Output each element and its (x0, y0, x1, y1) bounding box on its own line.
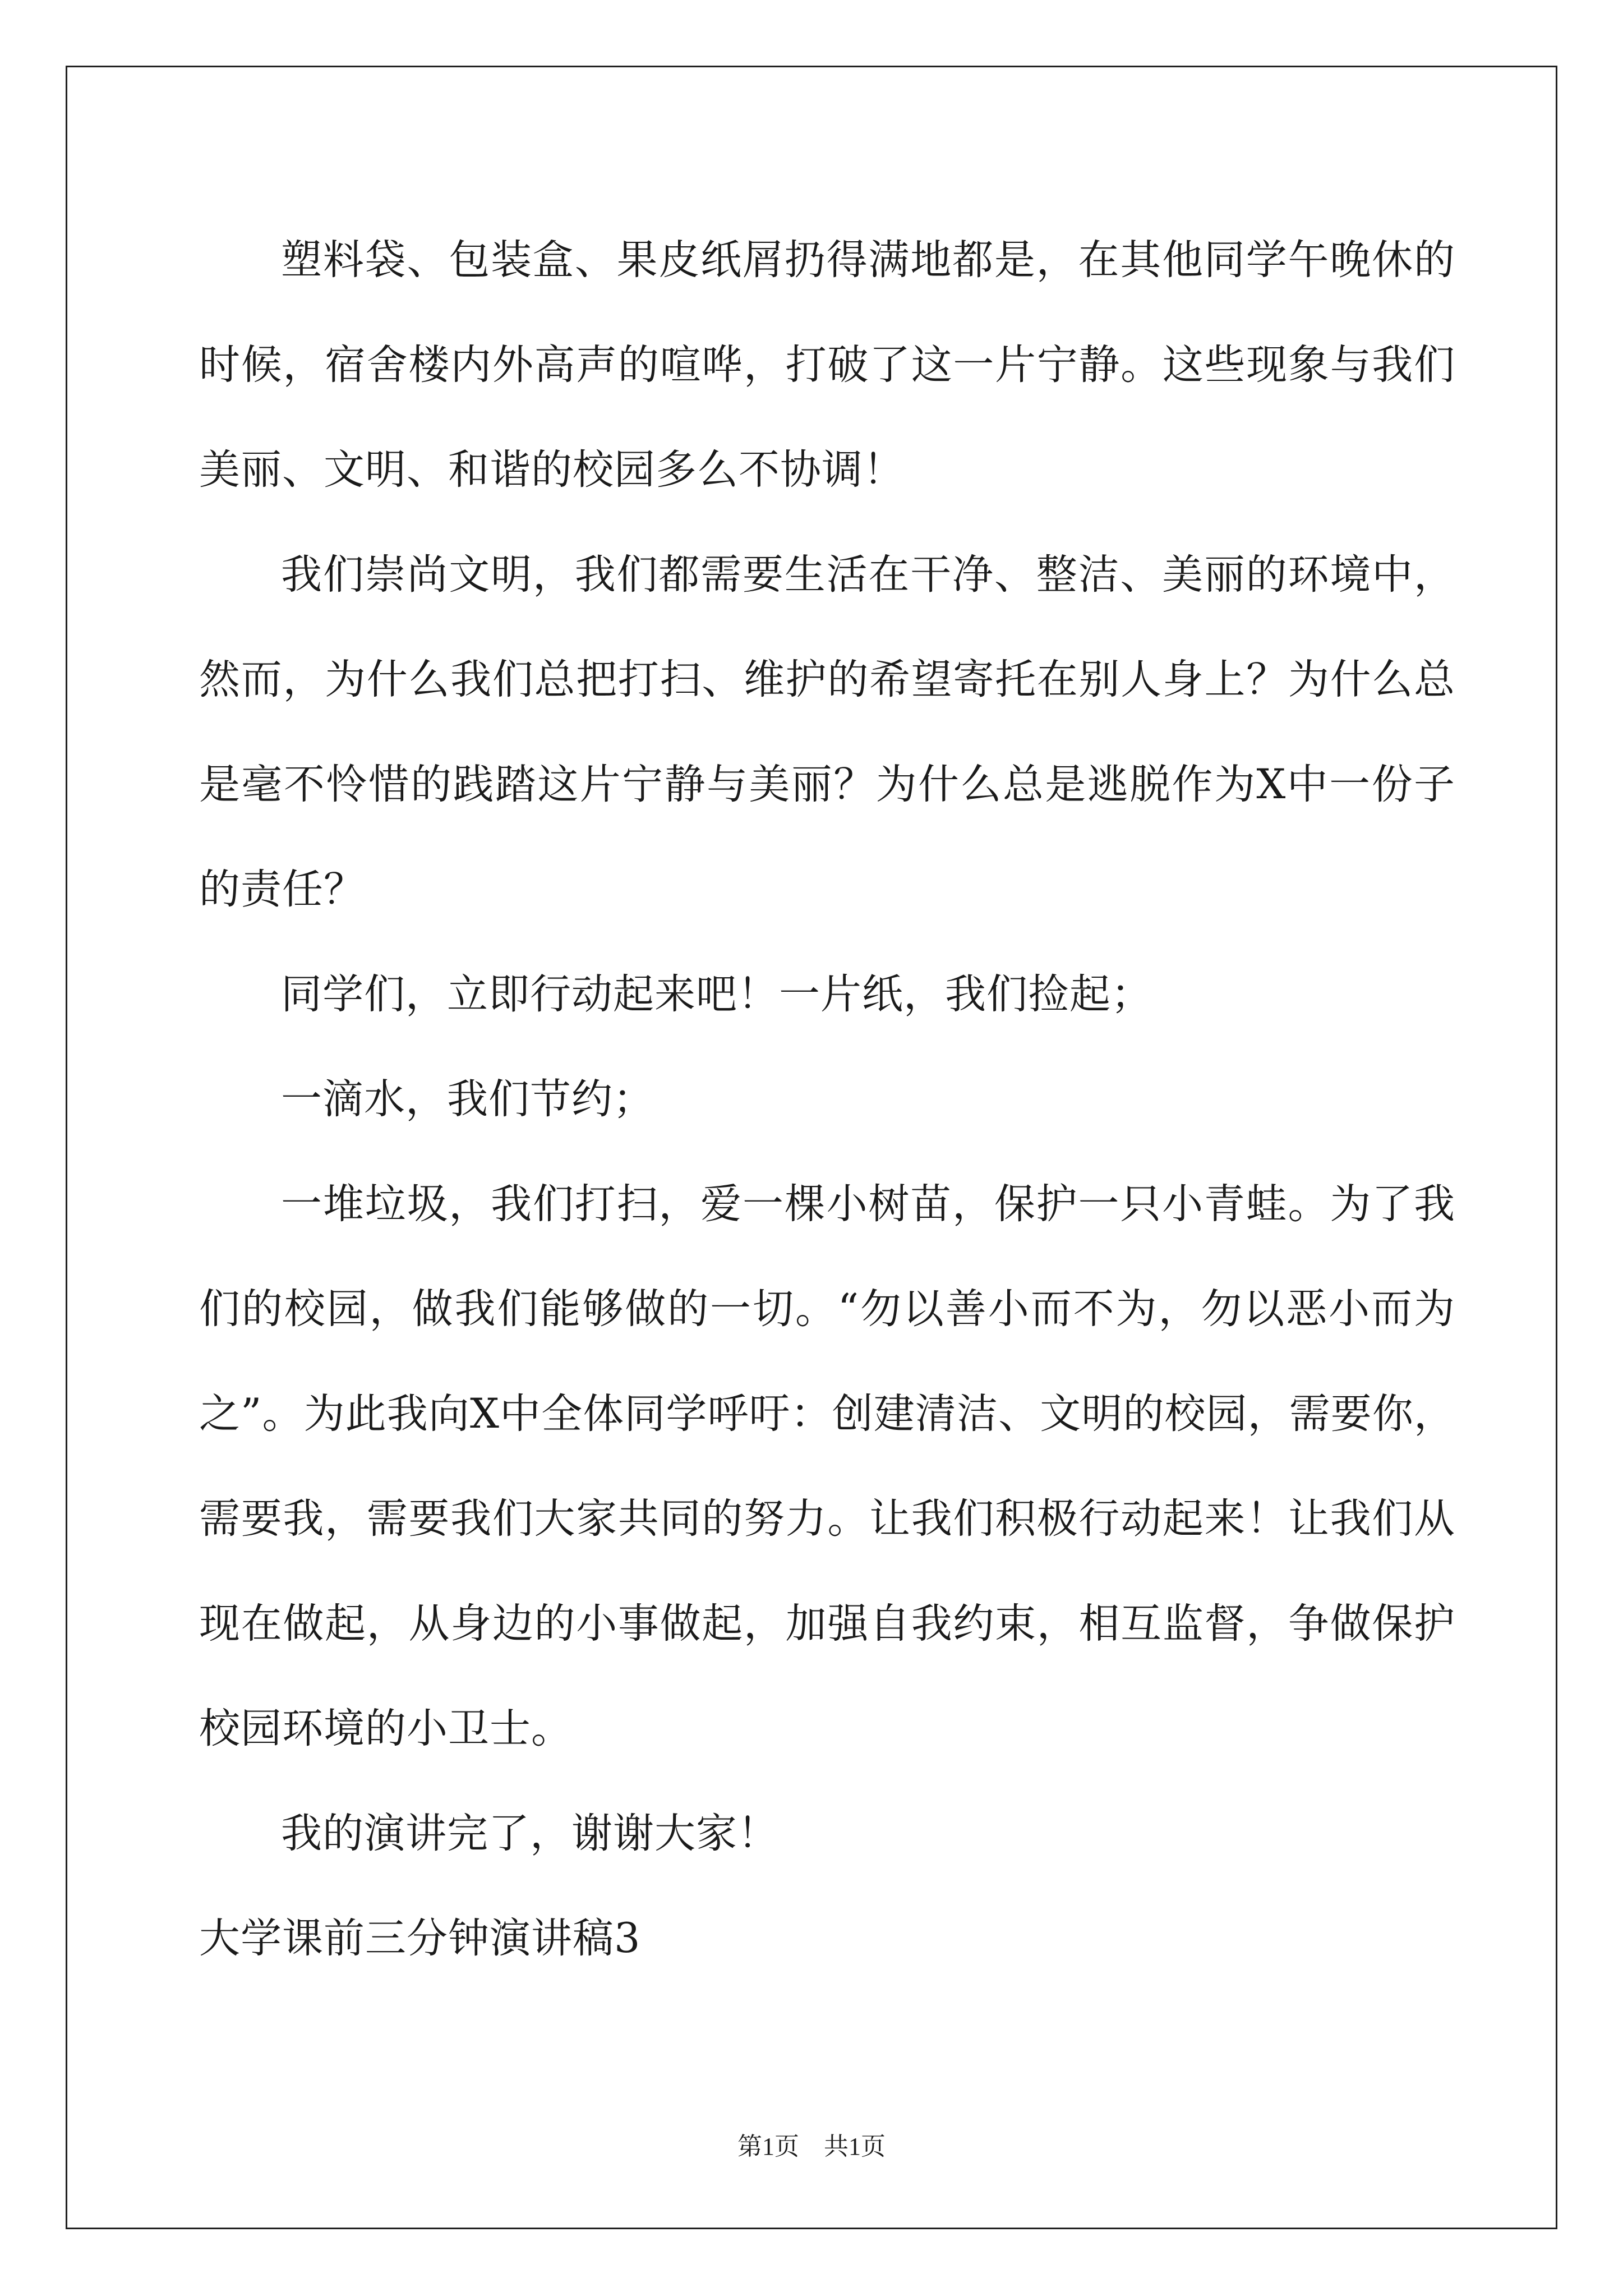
paragraph-2: 我们崇尚文明，我们都需要生活在干净、整洁、美丽的环境中，然而，为什么我们总把打扫、维护的希望寄托在别人身上？为什么总是毫不怜惜的践踏这片宁静与美丽？为什么总是逃脱作为X中一份子的责任？ (199, 551, 1455, 913)
paragraph-4: 一滴水，我们节约； (281, 1075, 654, 1123)
paragraph-5: 一堆垃圾，我们打扫，爱一棵小树苗，保护一只小青蛙。为了我们的校园，做我们能够做的一切。“勿以善小而不为，勿以恶小而为之”。为此我向X中全体同学呼吁：创建清洁、文明的校园，需要你，需要我，需要我们大家共同的努力。让我们积极行动起来！让我们从现在做起，从身边的小事做起，加强自我约束，相互监督，争做保护校园环境的小卫士。 (199, 1180, 1455, 1752)
paragraph-3: 同学们，立即行动起来吧！一片纸，我们捡起； (281, 970, 1152, 1018)
paragraph-1: 塑料袋、包装盒、果皮纸屑扔得满地都是，在其他同学午晚休的时候，宿舍楼内外高声的喧哗，打破了这一片宁静。这些现象与我们美丽、文明、和谐的校园多么不协调！ (199, 236, 1455, 494)
document-body (199, 208, 1455, 1991)
paragraph-6: 我的演讲完了，谢谢大家！ (281, 1810, 779, 1857)
page-footer: 第1页 共1页 (737, 2133, 886, 2160)
section-heading: 大学课前三分钟演讲稿3 (199, 1915, 641, 1962)
